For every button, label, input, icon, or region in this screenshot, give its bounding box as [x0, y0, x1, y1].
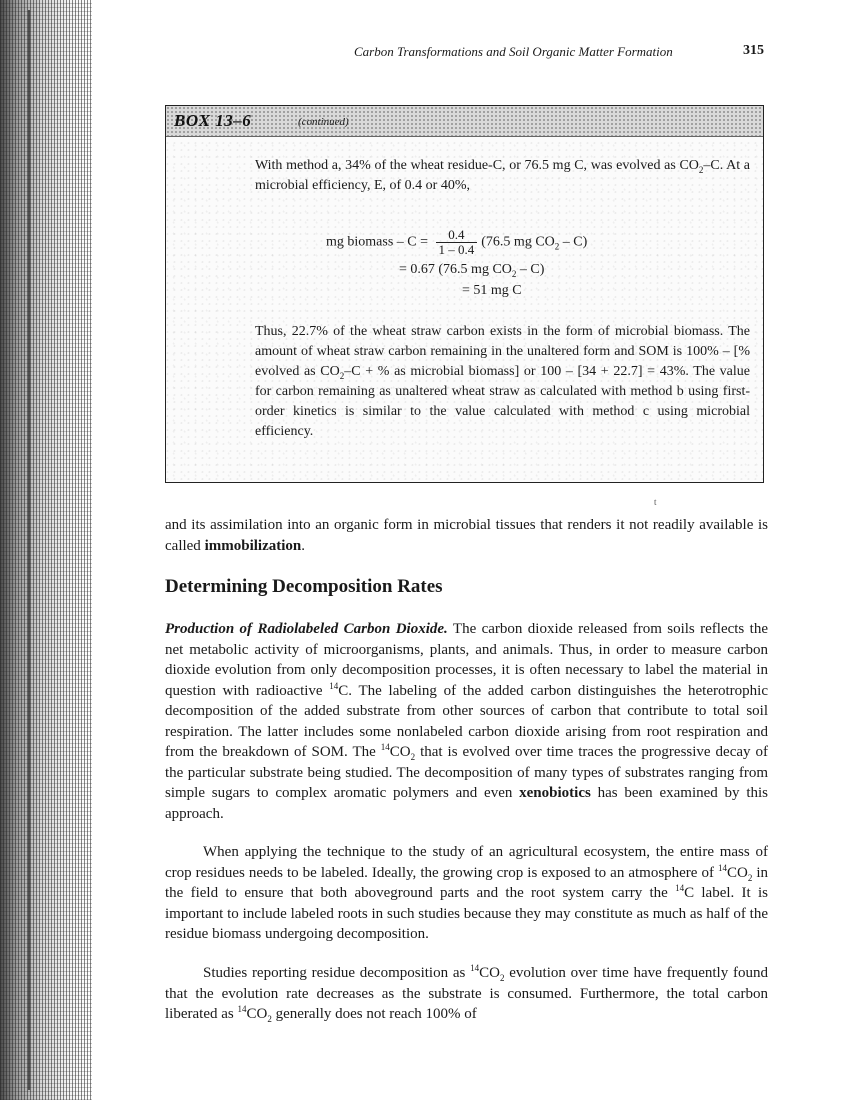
equation-fraction: $\frac{0.4}{1 - 0.4}$ — [436, 228, 478, 257]
equation-line-2: = 0.67 (76.5 mg $CO_2 - C$) — [399, 262, 545, 279]
section-heading: Determining Decomposition Rates — [165, 576, 443, 597]
equation-line-1: mg biomass – C = $\frac{0.4}{1 - 0.4}$ (76.5 mg $CO_2 - C$) — [326, 227, 588, 257]
run-in-heading: Production of Radiolabeled Carbon Dioxide. — [165, 621, 448, 637]
paragraph-radiolabeled: Production of Radiolabeled Carbon Dioxide. The carbon dioxide released from soils reflects the net metabolic activity of microorganisms, plants, and animals. Thus, in order to measure carbon dioxide evolution from only decomposition processes, it is often necessary to label the material in question with radioactive $^{14}$C. The labeling of the added carbon distinguishes the heterotrophic decomposition of the added substrate from other sources of carbon that contribute to total soil respiration. The latter includes some nonlabeled carbon dioxide arising from root respiration and from the breakdown of SOM. The $^{14}CO_2$ that is evolved over time traces the progressive decay of the particular substrate being studied. The decomposition of many types of substrates ranging from simple sugars to complex aromatic polymers and even xenobiotics has been examined by this approach. — [165, 621, 768, 822]
box-header — [166, 106, 763, 137]
binding-shadow-line — [28, 10, 30, 1090]
paragraph-immobilization: and its assimilation into an organic form in microbial tissues that renders it not readily available is called immobilization. — [165, 517, 768, 554]
box-continued-note: (continued) — [298, 116, 349, 128]
page-number: 315 — [743, 43, 764, 58]
equation-line-3: = 51 mg C — [462, 283, 522, 298]
term-xenobiotics: xenobiotics — [519, 785, 591, 801]
box-label: BOX 13–6 — [174, 111, 252, 130]
running-head — [330, 44, 770, 64]
paragraph-residue-decomposition: Studies reporting residue decomposition as $^{14}CO_2$ evolution over time have frequently found that the evolution rate decreases as the substrate is consumed. Furthermore, the total carbon liberated as $^{14}CO_2$ generally does not reach 100% of — [165, 963, 768, 1024]
box-conclusion-paragraph: Thus, 22.7% of the wheat straw carbon exists in the form of microbial biomass. The amount of wheat straw carbon remaining in the unaltered form and SOM is 100% – [% evolved as $CO_2-C$ + % as microbial biomass] or 100 – [34 + 22.7] = 43%. The value for carbon remaining as unaltered wheat straw as calculated with method b using first-order kinetics is similar to the value calculated with method c using microbial efficiency. — [255, 324, 750, 439]
running-head-title: Carbon Transformations and Soil Organic Matter Formation — [354, 44, 673, 59]
stray-mark: t — [654, 497, 657, 507]
term-immobilization: immobilization — [204, 537, 302, 554]
box-13-6 — [165, 105, 764, 483]
box-intro-paragraph: With method a, 34% of the wheat residue-C, or 76.5 mg C, was evolved as $CO_2-C$. At a microbial efficiency, E, of 0.4 or 40%, — [255, 158, 751, 193]
scanned-binding-edge — [0, 0, 92, 1100]
paragraph-agricultural-ecosystem: When applying the technique to the study of an agricultural ecosystem, the entire mass of crop residues needs to be labeled. Ideally, the growing crop is exposed to an atmosphere of $^{14}CO_2$ in the field to ensure that both aboveground parts and the root system carry the $^{14}$C label. It is important to include labeled roots in such studies because they may constitute as much as half of the residue biomass undergoing decomposition. — [165, 844, 769, 942]
